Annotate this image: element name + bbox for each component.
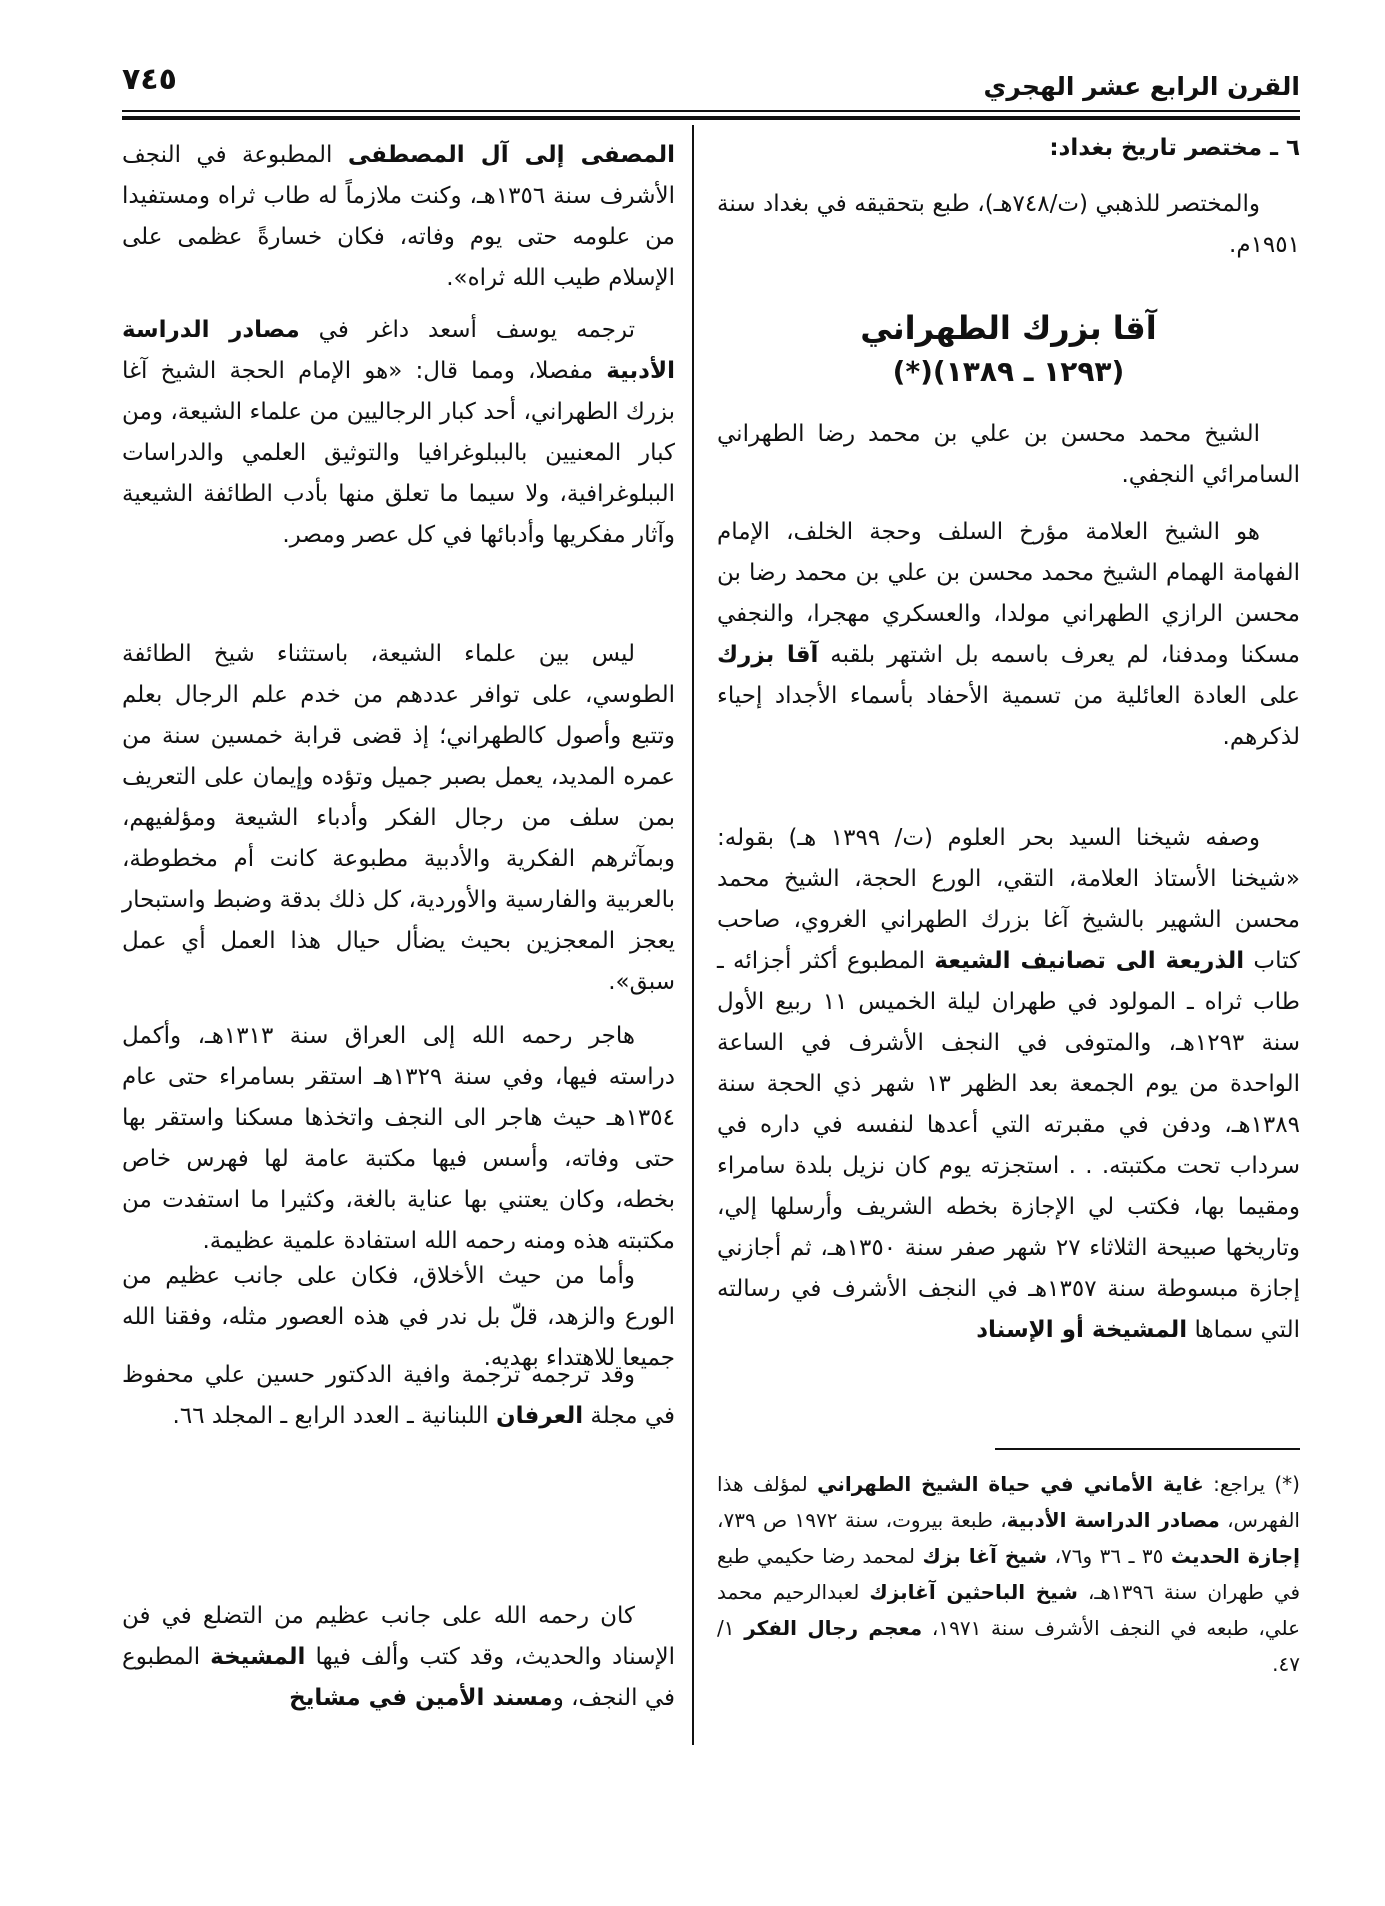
footnote	[717, 1466, 1300, 1682]
running-title: القرن الرابع عشر الهجري	[983, 72, 1300, 101]
text-run: ٣٥ ـ ٣٦ و٧٦،	[1047, 1544, 1171, 1568]
bold-text: آقا بزرك	[717, 642, 819, 668]
text-run: ١/ ٤٧.	[717, 1616, 1300, 1676]
bold-text: شيخ آغا بزك	[922, 1544, 1048, 1568]
bold-text: إجازة الحديث	[1170, 1544, 1301, 1568]
text-run: المطبوع في النجف، و	[122, 1644, 675, 1711]
text-run: وقد ترجمه ترجمة وافية الدكتور حسين علي محفوظ في مجلة	[122, 1362, 675, 1429]
paragraph	[717, 818, 1300, 1351]
page-number: ٧٤٥	[122, 62, 177, 97]
text-run: مفصلا، ومما قال: «هو الإمام الحجة الشيخ آغا بزرك الطهراني، أحد كبار الرجاليين من علماء الشيعة، ومن كبار المعنيين بالببلوغرافيا والتوثيق العلمي والدراسات الببلوغرافية، ولا سيما ما تعلق منها بأدب الطائفة الشيعية وآثار مفكريها وأدبائها في كل عصر ومصر.	[122, 358, 675, 548]
text-run: المطبوعة في النجف الأشرف سنة ١٣٥٦هـ، وكنت ملازماً له طاب ثراه ومستفيدا من علومه حتى يوم وفاته، فكان خسارةً عظمى على الإسلام طيب الله ثراه».	[122, 142, 675, 291]
text-run: الشيخ محمد محسن بن علي بن محمد رضا الطهراني السامرائي النجفي.	[717, 421, 1300, 488]
footnote-rule	[995, 1448, 1300, 1450]
entry-dates: (١٢٩٣ ـ ١٣٨٩)(*)	[892, 355, 1125, 388]
bold-text: معجم رجال الفكر	[744, 1616, 923, 1640]
bold-text: مسند الأمين في مشايخ	[289, 1685, 553, 1711]
text-run: وأما من حيث الأخلاق، فكان على جانب عظيم من الورع والزهد، قلّ بل ندر في هذه العصور مثله، وفقنا الله جميعا للاهتداء بهديه.	[122, 1263, 675, 1371]
bold-text: المشيخة أو الإسناد	[976, 1317, 1188, 1343]
bold-text: مصادر الدراسة الأدبية	[122, 317, 675, 384]
text-run: اللبنانية ـ العدد الرابع ـ المجلد ٦٦.	[172, 1403, 496, 1429]
paragraph	[122, 634, 675, 1003]
header-rule-thick	[122, 116, 1300, 120]
paragraph	[122, 1016, 675, 1262]
text-run: لمؤلف هذا الفهرس،	[717, 1472, 1300, 1532]
bold-text: المشيخة	[210, 1644, 306, 1670]
paragraph	[122, 1355, 675, 1437]
bold-text: الذريعة الى تصانيف الشيعة	[934, 948, 1245, 974]
text-run: ترجمه يوسف أسعد داغر في	[299, 317, 636, 343]
bold-text: المصفى إلى آل المصطفى	[347, 142, 675, 168]
item-heading: ٦ ـ مختصر تاريخ بغداد:	[1049, 135, 1300, 161]
text-run: لمحمد رضا حكيمي طبع في طهران سنة ١٣٩٦هـ،	[717, 1544, 1301, 1604]
text-run: كان رحمه الله على جانب عظيم من التضلع في فن الإسناد والحديث، وقد كتب وألف فيها	[122, 1603, 675, 1670]
text-run: هو الشيخ العلامة مؤرخ السلف وحجة الخلف، الإمام الفهامة الهمام الشيخ محمد محسن بن علي بن محمد رضا بن محسن الرازي الطهراني مولدا، والعسكري مهجرا، والنجفي مسكنا ومدفنا، لم يعرف باسمه بل اشتهر بلقبه	[717, 519, 1300, 668]
item-text: والمختصر للذهبي (ت/٧٤٨هـ)، طبع بتحقيقه في بغداد سنة ١٩٥١م.	[717, 191, 1300, 258]
text-run: وصفه شيخنا السيد بحر العلوم (ت/ ١٣٩٩ هـ) بقوله: «شيخنا الأستاذ العلامة، التقي، الورع الحجة، الشيخ محمد محسن الشهير بالشيخ آغا بزرك الطهراني الغروي، صاحب كتاب	[717, 825, 1300, 974]
paragraph	[122, 135, 675, 299]
text-run: لعبدالرحيم محمد علي، طبعه في النجف الأشرف سنة ١٩٧١،	[717, 1580, 1301, 1640]
text-run: المطبوع أكثر أجزائه ـ طاب ثراه ـ المولود في طهران ليلة الخميس ١١ ربيع الأول سنة ١٢٩٣هـ، والمتوفى في النجف الأشرف في الساعة الواحدة من يوم الجمعة بعد الظهر ١٣ شهر ذي الحجة سنة ١٣٨٩هـ، ودفن في مقبرته التي أعدها لنفسه في داره في سرداب تحت مكتبته. . . استجزته يوم كان نزيل بلدة سامراء ومقيما بها، فكتب لي الإجازة بخطه الشريف وأرسلها إلي، وتاريخها صبيحة الثلاثاء ٢٧ شهر صفر سنة ١٣٥٠هـ، ثم أجازني إجازة مبسوطة سنة ١٣٥٧هـ في النجف الأشرف في رسالته التي سماها	[717, 948, 1301, 1343]
text-run: على العادة العائلية من تسمية الأحفاد بأسماء الأجداد إحياء لذكرهم.	[717, 683, 1300, 750]
entry-title: آقا بزرك الطهراني	[860, 309, 1157, 347]
bold-text: مصادر الدراسة الأدبية	[1006, 1508, 1220, 1532]
bold-text: شيخ الباحثين آغابزك	[869, 1580, 1078, 1604]
text-run: هاجر رحمه الله إلى العراق سنة ١٣١٣هـ، وأكمل دراسته فيها، وفي سنة ١٣٢٩هـ استقر بسامراء حتى عام ١٣٥٤هـ حيث هاجر الى النجف واتخذها مسكنا واستقر بها حتى وفاته، وأسس فيها مكتبة عامة لها فهرس خاص بخطه، وكان يعتني بها عناية بالغة، وكثيرا ما استفدت من مكتبته هذه ومنه رحمه الله استفادة علمية عظيمة.	[122, 1023, 675, 1254]
bold-text: غاية الأماني في حياة الشيخ الطهراني	[817, 1472, 1204, 1496]
text-run: ، طبعة بيروت، سنة ١٩٧٢ ص ٧٣٩،	[717, 1508, 1007, 1532]
text-run: ليس بين علماء الشيعة، باستثناء شيخ الطائفة الطوسي، على توافر عددهم من خدم علم الرجال بعلم وتتبع وأصول كالطهراني؛ إذ قضى قرابة خمسين سنة من عمره المديد، يعمل بصبر جميل وتؤده وإيمان على التعريف بمن سلف من رجال الفكر وأدباء الشيعة ومؤلفيهم، وبمآثرهم الفكرية والأدبية مطبوعة كانت أم مخطوطة، بالعربية والفارسية والأوردية، كل ذلك بدقة وضبط واستبحار يعجز المعجزين بحيث يضأل حيال هذا العمل أي عمل سبق».	[122, 641, 675, 995]
paragraph	[717, 512, 1300, 758]
header-rule	[122, 110, 1300, 112]
text-run: (*) يراجع:	[1203, 1472, 1300, 1496]
paragraph	[122, 310, 675, 556]
column-divider	[692, 125, 694, 1745]
paragraph	[717, 414, 1300, 496]
paragraph	[122, 1596, 675, 1719]
bold-text: العرفان	[495, 1403, 584, 1429]
